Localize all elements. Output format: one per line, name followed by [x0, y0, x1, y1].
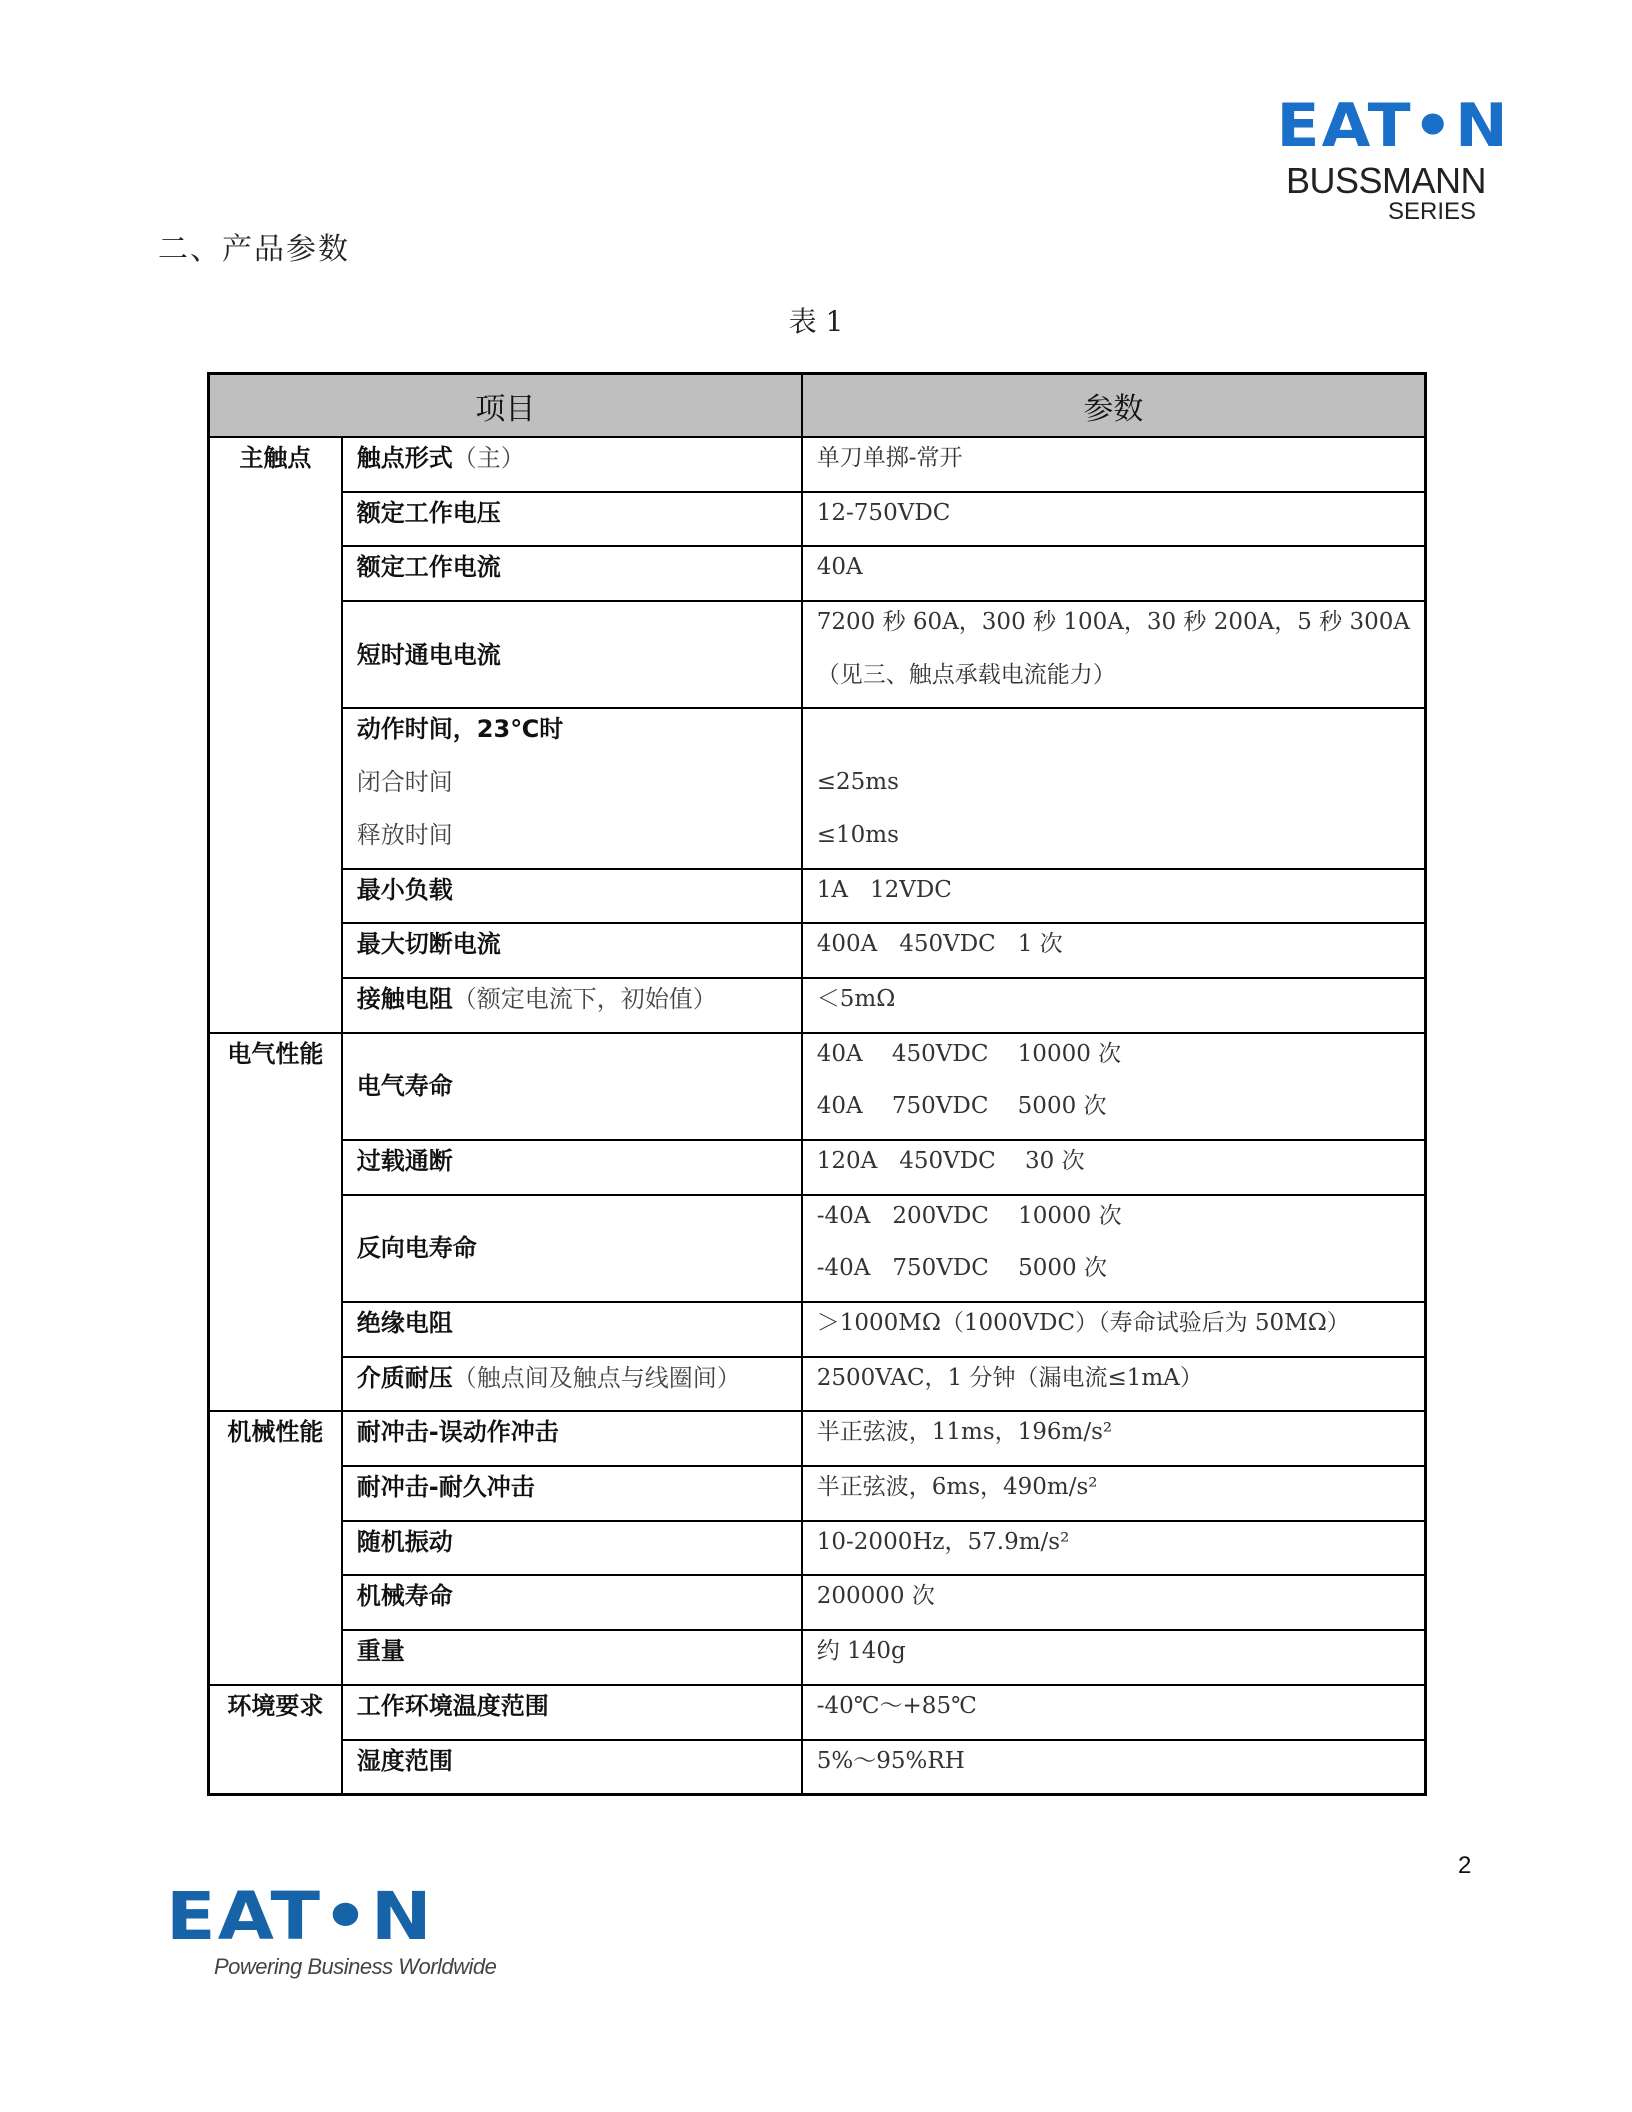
item-value: 10-2000Hz，57.9m/s²	[816, 1528, 1070, 1555]
item-label: 随机振动	[356, 1527, 453, 1556]
item-label: 过载通断	[356, 1146, 453, 1175]
item-value: 5%～95%RH	[816, 1747, 965, 1774]
item-value: ≤25ms	[816, 769, 899, 796]
item-value: 单刀单掷-常开	[816, 445, 963, 471]
sub-item-label: 闭合时间	[356, 768, 453, 797]
table-header-row	[209, 374, 1426, 438]
item-label: 最大切断电流	[356, 930, 501, 959]
item-value: ＜5mΩ	[816, 985, 896, 1012]
item-value: 400A 450VDC 1 次	[816, 931, 1063, 958]
item-value: 1A 12VDC	[816, 876, 952, 903]
table-row	[209, 1630, 1426, 1685]
eaton-logo-text: EAT•N	[166, 1878, 434, 1955]
item-value: -40℃～+85℃	[816, 1692, 977, 1719]
sub-item-label: 释放时间	[356, 820, 453, 849]
parameters-table	[207, 372, 1427, 1796]
category-main-contact: 主触点	[209, 437, 342, 1033]
header-parameter: 参数	[802, 374, 1426, 438]
item-label: 耐冲击-误动作冲击	[356, 1418, 559, 1447]
item-value: 40A	[816, 554, 863, 581]
item-value: 7200 秒 60A，300 秒 100A，30 秒 200A，5 秒 300A	[816, 609, 1410, 636]
item-label: 接触电阻	[356, 984, 453, 1013]
item-label: 重量	[356, 1637, 405, 1666]
item-value: 2500VAC，1 分钟（漏电流≤1mA）	[816, 1364, 1203, 1391]
item-value: 40A 450VDC 10000 次	[816, 1040, 1122, 1067]
item-note: （额定电流下，初始值）	[452, 984, 717, 1013]
table-row	[209, 708, 1426, 868]
item-label: 反向电寿命	[356, 1234, 477, 1263]
category-environment: 环境要求	[209, 1685, 342, 1795]
table-row	[209, 601, 1426, 708]
table-row	[209, 546, 1426, 601]
section-title: 二、产品参数	[158, 232, 350, 267]
item-value: 40A 750VDC 5000 次	[816, 1093, 1107, 1120]
table-row	[209, 1357, 1426, 1412]
item-value: ≤10ms	[816, 821, 899, 848]
item-label: 电气寿命	[356, 1072, 453, 1101]
table-row	[209, 869, 1426, 924]
item-label: 绝缘电阻	[356, 1309, 453, 1337]
table-row	[209, 1466, 1426, 1521]
item-label: 工作环境温度范围	[356, 1691, 549, 1720]
header-item: 项目	[209, 374, 802, 438]
table-row	[209, 1195, 1426, 1302]
table-row	[209, 1411, 1426, 1466]
item-label: 动作时间，23℃时	[356, 715, 564, 744]
bussmann-text: BUSSMANN	[1286, 160, 1487, 201]
table-row	[209, 437, 1426, 492]
table-caption: 表 1	[788, 305, 844, 338]
eaton-logo-text: EAT•N	[1276, 91, 1510, 161]
item-value: 120A 450VDC 30 次	[816, 1147, 1085, 1174]
table-row	[209, 1575, 1426, 1630]
table-row	[209, 978, 1426, 1033]
eaton-bussmann-logo	[1276, 91, 1510, 225]
item-value: 半正弦波，6ms，490m/s²	[816, 1474, 1098, 1501]
table-row	[209, 1033, 1426, 1140]
item-value-note: （见三、触点承载电流能力）	[816, 661, 1116, 688]
page-number: 2	[1458, 1852, 1472, 1879]
item-value: -40A 200VDC 10000 次	[816, 1202, 1122, 1229]
item-label: 最小负载	[356, 875, 453, 904]
item-label: 介质耐压	[356, 1363, 453, 1392]
item-value: ＞1000MΩ（1000VDC）（寿命试验后为 50MΩ）	[816, 1310, 1350, 1336]
item-value: 200000 次	[816, 1583, 935, 1610]
item-note: （触点间及触点与线圈间）	[452, 1363, 741, 1392]
item-value: 约 140g	[816, 1638, 906, 1665]
item-label: 额定工作电压	[356, 498, 501, 527]
item-label: 湿度范围	[356, 1746, 453, 1775]
eaton-footer-logo	[166, 1878, 497, 1980]
table-row	[209, 1521, 1426, 1576]
series-text: SERIES	[1387, 198, 1476, 225]
item-value: -40A 750VDC 5000 次	[816, 1255, 1107, 1282]
table-row	[209, 1140, 1426, 1195]
item-label: 额定工作电流	[356, 553, 501, 582]
category-electrical: 电气性能	[209, 1033, 342, 1412]
item-value: 半正弦波，11ms，196m/s²	[816, 1419, 1113, 1446]
table-row	[209, 492, 1426, 547]
item-label: 触点形式	[356, 444, 453, 472]
item-value: 12-750VDC	[816, 499, 951, 526]
eaton-tagline: Powering Business Worldwide	[214, 1954, 497, 1979]
table-row	[209, 1740, 1426, 1795]
category-mechanical: 机械性能	[209, 1411, 342, 1684]
item-label: 耐冲击-耐久冲击	[356, 1473, 535, 1502]
item-label: 机械寿命	[356, 1582, 453, 1611]
item-value	[817, 709, 1410, 762]
item-label: 短时通电电流	[356, 640, 501, 669]
item-note: （主）	[452, 444, 525, 472]
table-row	[209, 1302, 1426, 1357]
table-row	[209, 1685, 1426, 1740]
table-row	[209, 923, 1426, 978]
